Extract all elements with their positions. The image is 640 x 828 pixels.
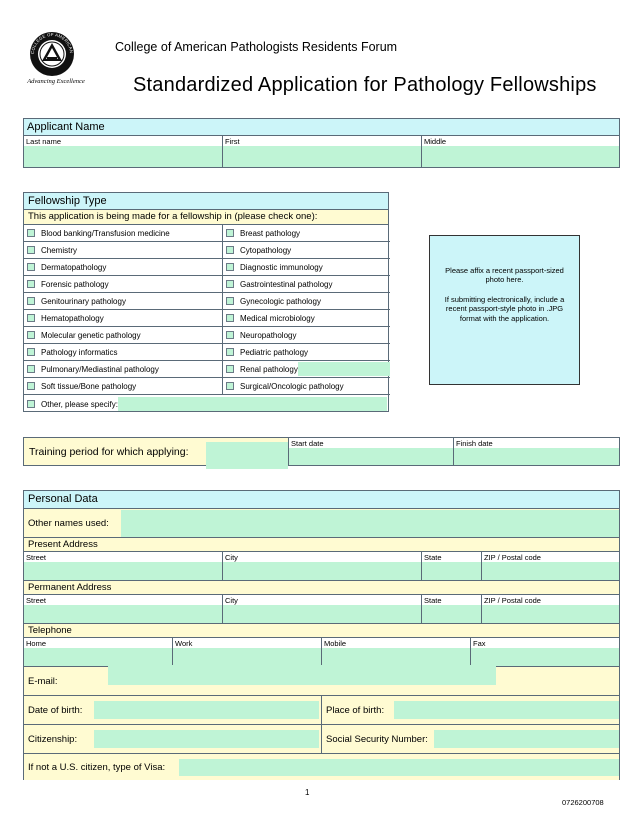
fellowship-option-label: Pathology informatics [41, 347, 118, 357]
fellowship-option[interactable] [223, 361, 390, 378]
permanent-address-row [24, 595, 619, 624]
visa-field[interactable] [179, 759, 619, 776]
present-address-row [24, 552, 619, 581]
citizenship-row [24, 725, 619, 754]
dob-label: Date of birth: [28, 704, 83, 716]
dob-field[interactable] [94, 701, 319, 719]
state-label: State [424, 596, 442, 605]
fellowship-other-row [24, 395, 388, 413]
fellowship-instruction: This application is being made for a fellowship in (please check one): [24, 210, 388, 225]
fellowship-type-heading: Fellowship Type [24, 193, 388, 210]
fellowship-option[interactable] [223, 293, 390, 310]
fellowship-option-label: Breast pathology [240, 228, 301, 238]
fellowship-option-label: Pediatric pathology [240, 347, 309, 357]
cap-logo [26, 30, 86, 82]
fellowship-option[interactable] [24, 225, 223, 242]
fellowship-type-section [23, 192, 389, 412]
fellowship-option-label: Blood banking/Transfusion medicine [41, 228, 170, 238]
fellowship-option[interactable] [24, 276, 223, 293]
personal-data-heading: Personal Data [24, 491, 619, 509]
svg-text:COLLEGE OF AMERICAN PATHOLOGIS: COLLEGE OF AMERICAN [29, 31, 75, 55]
checkbox[interactable] [27, 365, 35, 373]
visa-row [24, 754, 619, 780]
fellowship-other-field[interactable] [118, 397, 387, 411]
fellowship-option[interactable] [24, 361, 223, 378]
page-number: 1 [305, 788, 310, 797]
fellowship-option-label: Hematopathology [41, 313, 104, 323]
checkbox[interactable] [226, 331, 234, 339]
page-title: Standardized Application for Pathology Fellowships [133, 74, 597, 96]
training-period-field[interactable] [206, 442, 288, 469]
mobile-phone-field[interactable] [322, 648, 470, 666]
email-row [24, 667, 619, 696]
zip-label: ZIP / Postal code [484, 596, 541, 605]
finish-date-field[interactable] [454, 448, 619, 465]
present-state-field[interactable] [422, 562, 481, 580]
pob-label: Place of birth: [326, 704, 385, 716]
checkbox[interactable] [27, 331, 35, 339]
other-names-row [24, 509, 619, 538]
training-period-section [23, 437, 620, 466]
telephone-row [24, 638, 619, 667]
photo-instruction: Please affix a recent passport-sized photo here. [445, 266, 564, 285]
other-names-field[interactable] [121, 510, 619, 537]
finish-date-label: Finish date [456, 439, 493, 448]
fellowship-option[interactable] [24, 310, 223, 327]
checkbox[interactable] [226, 382, 234, 390]
fax-field[interactable] [471, 648, 619, 666]
home-phone-field[interactable] [24, 648, 172, 666]
checkbox[interactable] [27, 314, 35, 322]
fellowship-option-label: Pulmonary/Mediastinal pathology [41, 364, 159, 374]
work-phone-label: Work [175, 639, 193, 648]
first-name-field[interactable] [223, 146, 421, 167]
fellowship-option-label: Cytopathology [240, 245, 292, 255]
pob-field[interactable] [394, 701, 619, 719]
checkbox[interactable] [226, 348, 234, 356]
last-name-field[interactable] [24, 146, 222, 167]
fellowship-option[interactable] [223, 259, 390, 276]
checkbox[interactable] [27, 246, 35, 254]
ssn-label: Social Security Number: [326, 733, 428, 745]
street-label: Street [26, 553, 47, 562]
fellowship-option-label: Chemistry [41, 245, 78, 255]
work-phone-field[interactable] [173, 648, 321, 666]
checkbox[interactable] [226, 297, 234, 305]
email-label: E-mail: [28, 675, 58, 687]
fellowship-option[interactable] [223, 242, 390, 259]
visa-label: If not a U.S. citizen, type of Visa: [28, 761, 166, 773]
checkbox[interactable] [27, 280, 35, 288]
applicant-name-heading: Applicant Name [24, 119, 619, 136]
fellowship-option[interactable] [223, 378, 390, 395]
ssn-field[interactable] [434, 730, 619, 748]
photo-electronic-instruction: If submitting electronically, include a recent passport-style photo in .JPG format with the application. [444, 294, 565, 323]
checkbox[interactable] [226, 229, 234, 237]
fellowship-option-label: Diagnostic immunology [240, 262, 323, 272]
fellowship-option[interactable] [24, 378, 223, 395]
fellowship-other-label: Other, please specify: [41, 399, 118, 409]
fax-label: Fax [473, 639, 486, 648]
permanent-street-field[interactable] [24, 605, 222, 623]
city-label: City [225, 553, 238, 562]
checkbox[interactable] [27, 348, 35, 356]
citizenship-label: Citizenship: [28, 733, 78, 745]
permanent-state-field[interactable] [422, 605, 481, 623]
last-name-label: Last name [26, 137, 62, 146]
fellowship-option[interactable] [24, 293, 223, 310]
fellowship-options [24, 225, 388, 395]
first-name-label: First [225, 137, 240, 146]
fellowship-option-label: Soft tissue/Bone pathology [41, 381, 137, 391]
renal-pathology-field[interactable] [298, 362, 390, 376]
fellowship-option-label: Gastrointestinal pathology [240, 279, 333, 289]
city-label: City [225, 596, 238, 605]
zip-label: ZIP / Postal code [484, 553, 541, 562]
personal-data-section [23, 490, 620, 780]
checkbox[interactable] [226, 280, 234, 288]
organization-name: College of American Pathologists Residents Forum [115, 40, 398, 54]
permanent-zip-field[interactable] [482, 605, 619, 623]
middle-name-field[interactable] [422, 146, 619, 167]
home-phone-label: Home [26, 639, 47, 648]
checkbox[interactable] [27, 297, 35, 305]
checkbox[interactable] [27, 382, 35, 390]
start-date-label: Start date [291, 439, 324, 448]
telephone-heading: Telephone [24, 624, 619, 638]
logo-tagline: Advancing Excellence [27, 78, 85, 85]
checkbox[interactable] [27, 263, 35, 271]
fellowship-option[interactable] [24, 242, 223, 259]
middle-name-label: Middle [424, 137, 447, 146]
fellowship-option-label: Molecular genetic pathology [41, 330, 141, 340]
fellowship-option-label: Genitourinary pathology [41, 296, 126, 306]
form-code: 0726200708 [562, 798, 604, 807]
mobile-phone-label: Mobile [324, 639, 347, 648]
state-label: State [424, 553, 442, 562]
citizenship-field[interactable] [94, 730, 319, 748]
fellowship-option[interactable] [223, 327, 390, 344]
fellowship-option[interactable] [24, 344, 223, 361]
photo-placeholder [429, 235, 580, 385]
email-field[interactable] [108, 665, 496, 685]
fellowship-option[interactable] [24, 259, 223, 276]
checkbox[interactable] [226, 365, 234, 373]
fellowship-option[interactable] [223, 276, 390, 293]
permanent-city-field[interactable] [223, 605, 421, 623]
fellowship-option-label: Forensic pathology [41, 279, 109, 289]
present-street-field[interactable] [24, 562, 222, 580]
fellowship-option-label: Medical microbiology [240, 313, 315, 323]
checkbox[interactable] [27, 400, 35, 408]
permanent-address-heading: Permanent Address [24, 581, 619, 595]
present-zip-field[interactable] [482, 562, 619, 580]
fellowship-option-label: Renal pathology [240, 364, 298, 374]
checkbox[interactable] [27, 229, 35, 237]
fellowship-option-label: Dermatopathology [41, 262, 107, 272]
fellowship-option-label: Neuropathology [240, 330, 297, 340]
applicant-name-section [23, 118, 620, 168]
checkbox[interactable] [226, 263, 234, 271]
present-address-heading: Present Address [24, 538, 619, 552]
other-names-label: Other names used: [28, 517, 109, 529]
fellowship-option[interactable] [24, 327, 223, 344]
birth-row [24, 696, 619, 725]
fellowship-option-label: Surgical/Oncologic pathology [240, 381, 344, 391]
checkbox[interactable] [226, 314, 234, 322]
street-label: Street [26, 596, 47, 605]
fellowship-option[interactable] [223, 344, 390, 361]
checkbox[interactable] [226, 246, 234, 254]
start-date-field[interactable] [289, 448, 453, 465]
fellowship-option[interactable] [223, 225, 390, 242]
present-city-field[interactable] [223, 562, 421, 580]
fellowship-option-label: Gynecologic pathology [240, 296, 321, 306]
training-period-label: Training period for which applying: [29, 445, 189, 458]
fellowship-option[interactable] [223, 310, 390, 327]
